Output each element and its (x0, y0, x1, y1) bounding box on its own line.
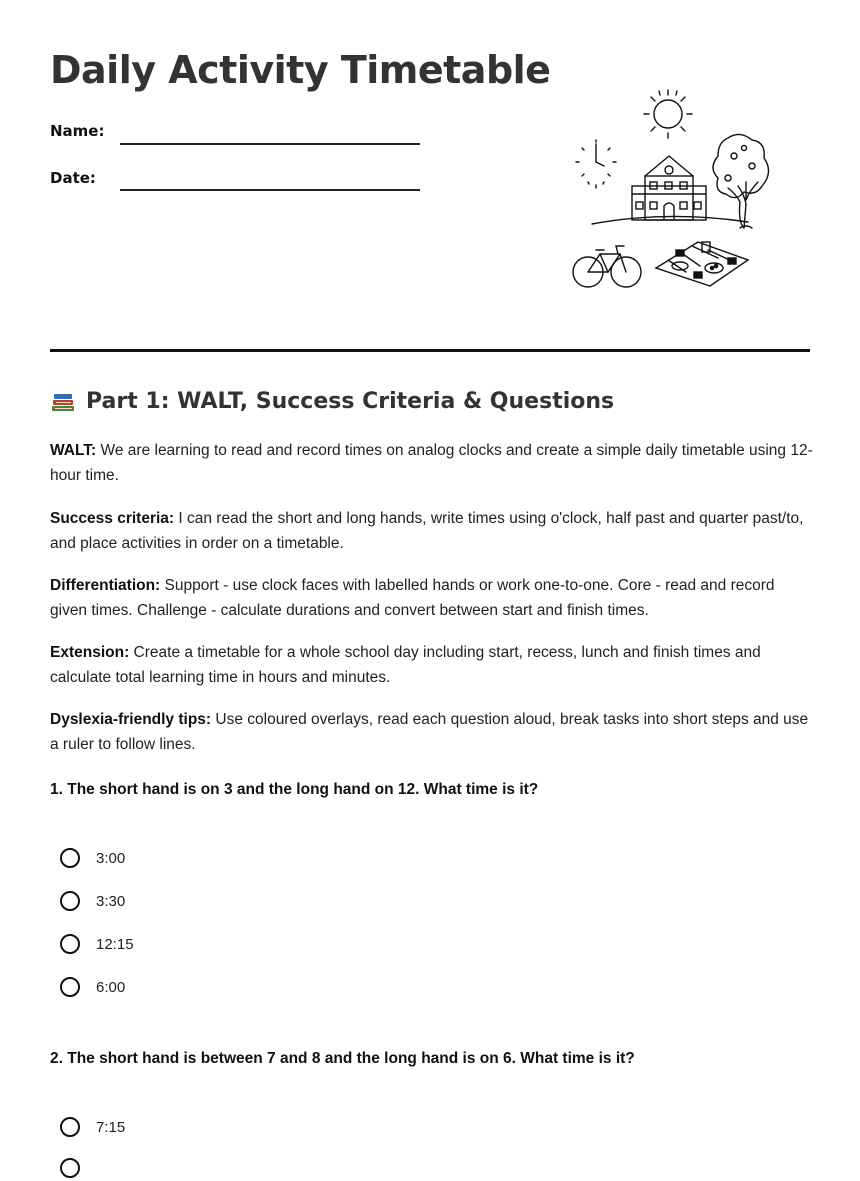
dyslexia-tips-label: Dyslexia-friendly tips: (50, 711, 212, 728)
differentiation-label: Differentiation: (50, 577, 161, 594)
page-title: Daily Activity Timetable (50, 48, 551, 92)
bicycle-icon (573, 246, 641, 287)
radio-button[interactable] (60, 934, 80, 954)
dyslexia-tips-paragraph (50, 707, 815, 757)
radio-button[interactable] (60, 977, 80, 997)
books-icon (50, 388, 76, 414)
success-criteria-label: Success criteria: (50, 510, 175, 527)
extension-label: Extension: (50, 644, 130, 661)
differentiation-paragraph (50, 573, 815, 623)
option-label: 3:30 (96, 892, 126, 910)
section-title-text: Part 1: WALT, Success Criteria & Questions (86, 388, 615, 414)
option-label: 12:15 (96, 935, 134, 953)
daily-activities-illustration (568, 82, 788, 294)
question-2: 2. The short hand is between 7 and 8 and the long hand is on 6. What time is it? (50, 1050, 635, 1067)
question-2-option-a[interactable] (60, 1114, 125, 1140)
name-label: Name: (50, 122, 105, 140)
name-field[interactable] (120, 143, 420, 145)
success-criteria-paragraph (50, 506, 815, 556)
radio-button[interactable] (60, 1158, 80, 1178)
extension-paragraph (50, 640, 815, 690)
success-criteria-text: I can read the short and long hands, write times using o'clock, half past and quarter past/to, and place activities in order on a timetable. (50, 510, 804, 552)
school-building-icon (592, 156, 748, 224)
differentiation-text: Support - use clock faces with labelled hands or work one-to-one. Core - read and record given times. Challenge - calculate durations and convert between start and finish times. (50, 577, 775, 619)
extension-text: Create a timetable for a whole school day including start, recess, lunch and finish times and calculate total learning time in hours and minutes. (50, 644, 761, 686)
option-label: 7:15 (96, 1118, 126, 1136)
walt-text: We are learning to read and record times on analog clocks and create a simple daily timetable using 12-hour time. (50, 442, 813, 484)
tree-icon (713, 134, 769, 228)
question-1-option-a[interactable] (60, 845, 125, 871)
sun-icon (644, 90, 692, 138)
date-label: Date: (50, 169, 96, 187)
dyslexia-tips-text: Use coloured overlays, read each question aloud, break tasks into short steps and use a ruler to follow lines. (50, 711, 809, 753)
option-label: 3:00 (96, 849, 126, 867)
question-1: 1. The short hand is on 3 and the long hand on 12. What time is it? (50, 781, 539, 798)
walt-paragraph (50, 438, 815, 488)
picnic-blanket-icon (656, 242, 748, 286)
option-label: 6:00 (96, 978, 126, 996)
question-2-option-b-partial[interactable] (60, 1155, 96, 1181)
section-heading (50, 388, 614, 414)
radio-button[interactable] (60, 891, 80, 911)
section-divider (50, 349, 810, 352)
question-1-option-b[interactable] (60, 888, 125, 914)
radio-button[interactable] (60, 1117, 80, 1137)
question-1-option-d[interactable] (60, 974, 125, 1000)
walt-label: WALT: (50, 442, 97, 459)
clock-icon (576, 140, 616, 188)
radio-button[interactable] (60, 848, 80, 868)
date-field[interactable] (120, 189, 420, 191)
question-1-option-c[interactable] (60, 931, 134, 957)
